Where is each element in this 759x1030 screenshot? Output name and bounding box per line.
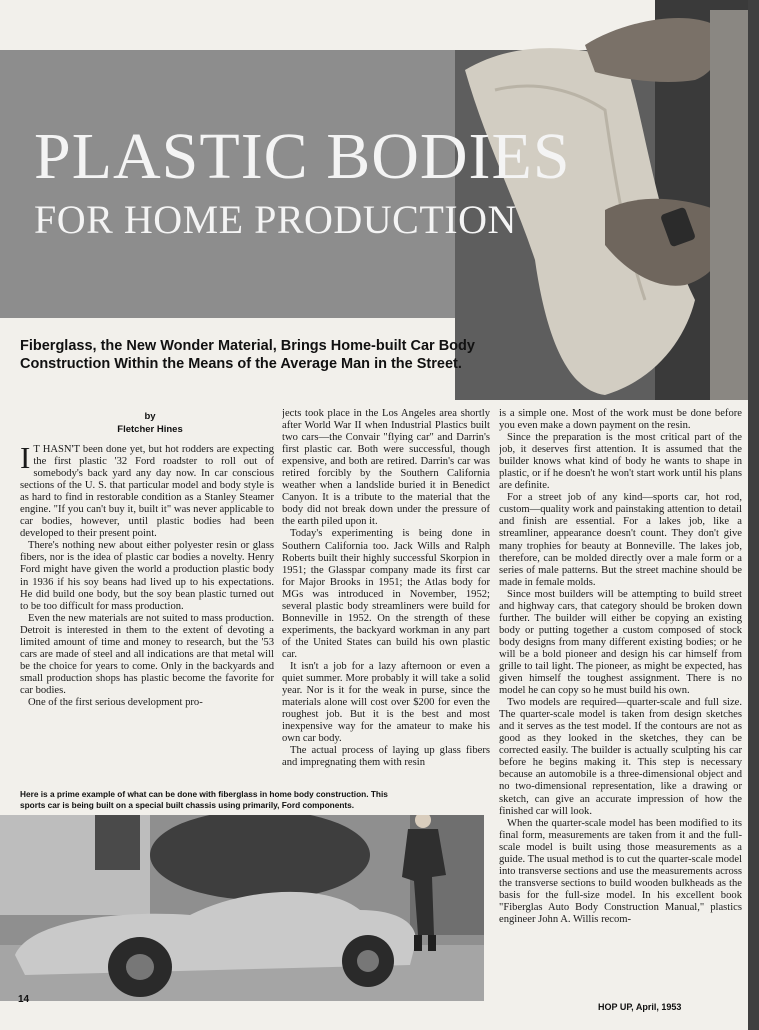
- paragraph: Since most builders will be attempting to build street and highway cars, that category should be broken down further. The builder will either be copying an existing body or putting together a custom composed of stock body designs from many different existing bodies; or he will be a bold pioneer and design his car himself from grille to tail light. The pioneer, as might be expected, has given himself the toughest assignment. There is no model he can copy so he must build his own.: [499, 588, 742, 697]
- article-column-1: [20, 444, 274, 782]
- page-number: 14: [18, 994, 30, 1005]
- paragraph: Today's experimenting is being done in Southern California too. Jack Wills and Ralph Roberts built their highly successful Skorpion in 1951; the Glasspar company made its first car for Major Brooks in 1951; the Atlas body for MGs was introduced in November, 1952; several plastic body streamliners were build for Bonneville in 1952. On the strength of these experiments, the backyard workman in any part of the United States can build his own plastic car.: [282, 528, 490, 660]
- byline-by: by: [144, 411, 156, 422]
- article-column-3: [499, 408, 742, 1001]
- paragraph: It isn't a job for a lazy afternoon or even a quiet summer. More probably it will take a solid year. Nor is it for the weak in purse, since the materials alone will cost over $200 for even the roughest job. But it is the best and most inexpensive way for the amateur to make his own car body.: [282, 660, 490, 745]
- paragraph: Since the preparation is the most critical part of the job, it deserves first attention. It is assumed that the builder knows what kind of body he wants to shape in plastic, or if he doesn't he won't start work until his plans are definite.: [499, 432, 742, 492]
- article-column-2: [282, 408, 490, 784]
- paragraph: jects took place in the Los Angeles area shortly after World War II when Industrial Plastics built two cars—the Convair "flying car" and Darrin's first plastic car. Both were successful, though expensive, and both are retired. Darrin's car was retired forcibly by the Southern California weather when a landslide buried it in Benedict Canyon. It is a tribute to the material that the body did not break down under the pressure of the earth piled upon it.: [282, 408, 490, 528]
- headline-line-2: FOR HOME PRODUCTION: [34, 197, 517, 242]
- photo-caption: [20, 789, 490, 811]
- paragraph: For a street job of any kind—sports car, hot rod, custom—quality work and painstaking attention to detail and finish are essential. For a lakes job, like a streamliner, appearance doesn't count. They don't give many trophies for beauty at Bonneville. The lakes job, therefore, can be molded directly over a male form or a series of male patterns. But the street machine should be made in female molds.: [499, 492, 742, 588]
- paragraph: There's nothing new about either polyester resin or glass fibers, nor is the idea of plastic car bodies a novelty. Henry Ford might have given the world a production plastic body in 1936 if his soy beans had lived up to his expectations. He did build one body, but the soy bean plastic turned out to be too difficult for mass production.: [20, 540, 274, 612]
- caption-line-1: Here is a prime example of what can be done with fiberglass in home body construction. This: [20, 789, 388, 799]
- paragraph: The actual process of laying up glass fibers and impregnating them with resin: [282, 745, 490, 769]
- paragraph: [20, 444, 274, 540]
- subheadline: Fiberglass, the New Wonder Material, Brings Home-built Car Body Construction Within the Means of the Average Man in the Street.: [20, 338, 475, 372]
- issue-footer: HOP UP, April, 1953: [598, 1002, 682, 1012]
- drop-cap: I: [20, 444, 31, 475]
- paragraph: When the quarter-scale model has been modified to its final form, measurements are taken from it and the full-scale model is built using those measurements as a guide. The usual method is to cut the quarter-scale model into transverse sections and use the measurements across the transverse sections to build wooden bulkheads as the basis for the full-size model. In his excellent book "Fiberglas Auto Body Construction Manual," plastics engineer John A. Willis recom-: [499, 817, 742, 925]
- paragraph-text: T HASN'T been done yet, but hot rodders are expecting the first plastic '32 Ford roadster to roll out of somebody's back yard any day now. In car conscious sections of the U. S. that particular model and body style is as hard to find in restorable condition as a Stanley Steamer engine. "If you can't buy it, built it" was never applicable to car bodies, however, until plastic bodies had been developed to their present point.: [20, 444, 274, 540]
- byline-author: Fletcher Hines: [117, 424, 183, 435]
- byline: [90, 410, 210, 436]
- caption-line-2: sports car is being built on a special built chassis using primarily, Ford components.: [20, 800, 355, 810]
- paragraph: Two models are required—quarter-scale and full size. The quarter-scale model is taken from design sketches and it serves as the test model. If the contours are not as good as they looked in the sketches, they can be corrected easily. The builder is actually sculpting his car before he begins making it. This step is necessary because an automobile is a three-dimensional object and no two-dimensional representation, like a drawing or sketch, can give an accurate impression of how the finished car will look.: [499, 697, 742, 817]
- headline-line-1: PLASTIC BODIES: [34, 120, 571, 193]
- paragraph: is a simple one. Most of the work must be done before you even make a down payment on the resin.: [499, 408, 742, 432]
- paragraph: Even the new materials are not suited to mass production. Detroit is interested in them to the extent of devoting a limited amount of time and money to research, but the '53 cars are made of steel and all indications are that metal will be the choice for years to come. Only in the backyards and small production shops has plastic become the favorite for car bodies.: [20, 612, 274, 696]
- page-edge-shadow: [748, 0, 759, 1030]
- paragraph: One of the first serious development pro-: [28, 696, 203, 708]
- sports-car-photo: [0, 815, 484, 1001]
